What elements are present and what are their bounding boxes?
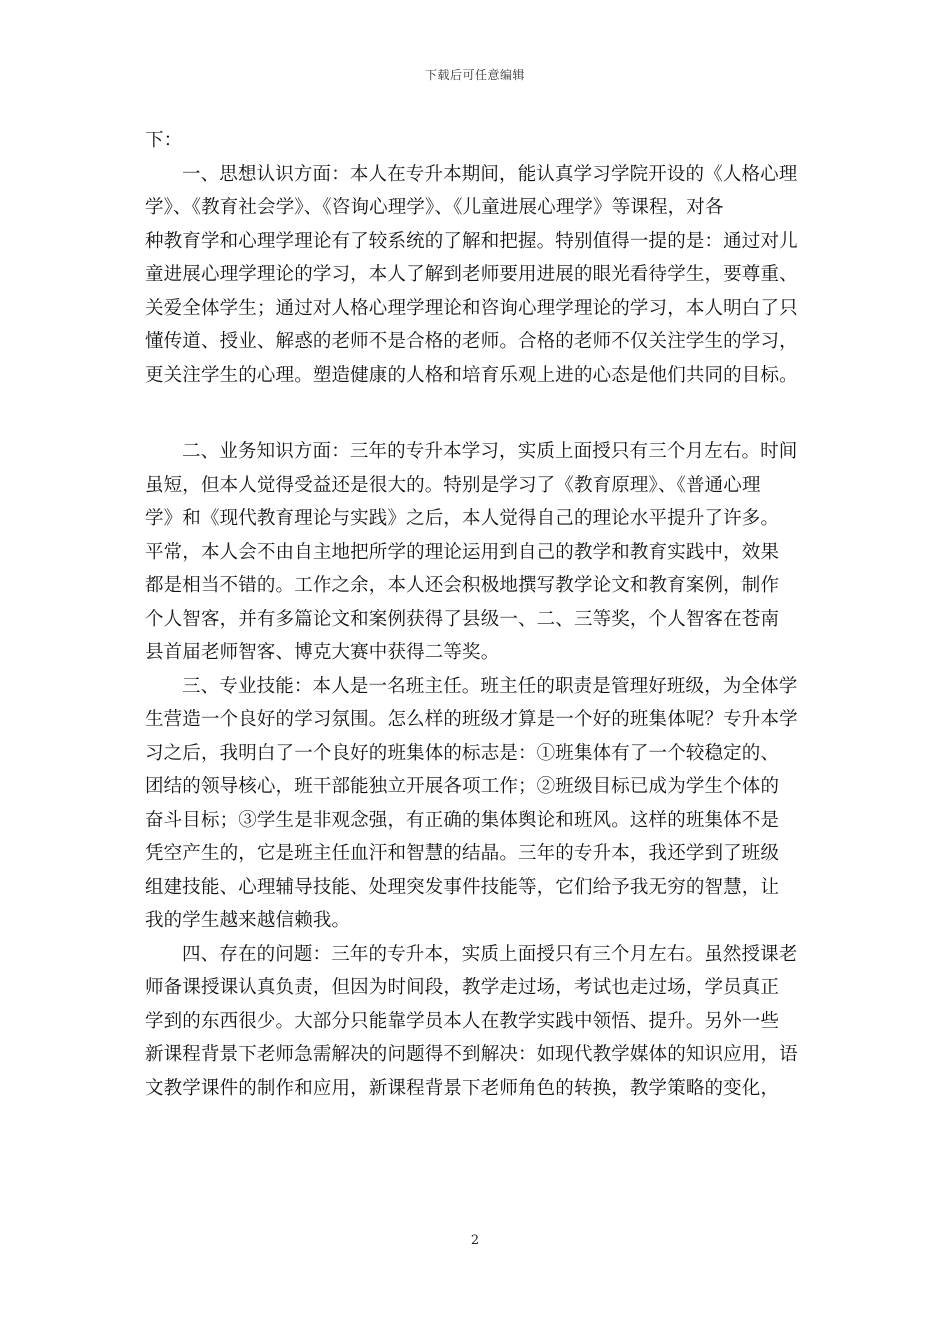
text-line: 组建技能、心理辅导技能、处理突发事件技能等，它们给予我无穷的智慧，让 xyxy=(145,876,780,898)
text-line: 学》和《现代教育理论与实践》之后，本人觉得自己的理论水平提升了许多。 xyxy=(145,508,780,529)
text-line: 县首届老师智客、博克大赛中获得二等奖。 xyxy=(145,642,500,663)
text-line: 虽短，但本人觉得受益还是很大的。特别是学习了《教育原理》、《普通心理 xyxy=(145,474,761,496)
text-line: 四、存在的问题：三年的专升本，实质上面授只有三个月左右。虽然授课老 xyxy=(182,943,798,965)
text-line: 三、专业技能：本人是一名班主任。班主任的职责是管理好班级，为全体学 xyxy=(182,675,798,697)
text-line: 下： xyxy=(145,130,183,151)
text-line: 师备课授课认真负责，但因为时间段，教学走过场，考试也走过场，学员真正 xyxy=(145,977,780,998)
text-line: 生营造一个良好的学习氛围。怎么样的班级才算是一个好的班集体呢？专升本学 xyxy=(145,709,798,730)
paragraph-knowledge xyxy=(145,435,810,670)
text-line: 童进展心理学理论的学习，本人了解到老师要用进展的眼光看待学生，要尊重、 xyxy=(145,264,798,285)
text-line: 团结的领导核心，班干部能独立开展各项工作；②班级目标已成为学生个体的 xyxy=(145,776,780,797)
page-header: 下载后可任意编辑 xyxy=(424,68,525,82)
text-line: 文教学课件的制作和应用，新课程背景下老师角色的转换，教学策略的变化， xyxy=(145,1077,780,1099)
paragraph-continuation xyxy=(145,124,810,158)
text-line: 个人智客，并有多篇论文和案例获得了县级一、二、三等奖，个人智客在苍南 xyxy=(145,608,780,630)
paragraph-problems xyxy=(145,938,810,1106)
text-line: 一、思想认识方面：本人在专升本期间，能认真学习学院开设的《人格心理 xyxy=(182,163,798,185)
text-line: 都是相当不错的。工作之余，本人还会积极地撰写教学论文和教育案例，制作 xyxy=(145,575,780,596)
document-body xyxy=(145,124,810,1105)
text-line: 关爱全体学生；通过对人格心理学理论和咨询心理学理论的学习，本人明白了只 xyxy=(145,297,798,319)
text-line: 新课程背景下老师急需解决的问题得不到解决：如现代教学媒体的知识应用，语 xyxy=(145,1044,798,1065)
paragraph-skills xyxy=(145,670,810,938)
paragraph-ideology xyxy=(145,158,810,393)
text-line: 习之后，我明白了一个良好的班集体的标志是：①班集体有了一个较稳定的、 xyxy=(145,742,780,764)
text-line: 懂传道、授业、解惑的老师不是合格的老师。合格的老师不仅关注学生的学习， xyxy=(145,331,798,352)
text-line: 奋斗目标；③学生是非观念强，有正确的集体舆论和班风。这样的班集体不是 xyxy=(145,809,780,831)
text-line: 学到的东西很少。大部分只能靠学员本人在教学实践中领悟、提升。另外一些 xyxy=(145,1010,780,1032)
text-line: 更关注学生的心理。塑造健康的人格和培育乐观上进的心态是他们共同的目标。 xyxy=(145,364,798,386)
paragraph-spacer xyxy=(145,392,810,435)
text-line: 学》、《教育社会学》、《咨询心理学》、《儿童进展心理学》等课程，对各 xyxy=(145,197,724,218)
page-number: 2 xyxy=(470,1233,480,1248)
text-line: 二、业务知识方面：三年的专升本学习，实质上面授只有三个月左右。时间 xyxy=(182,441,798,462)
text-line: 种教育学和心理学理论有了较系统的了解和把握。特别值得一提的是：通过对儿 xyxy=(145,230,798,252)
text-line: 凭空产生的，它是班主任血汗和智慧的结晶。三年的专升本，我还学到了班级 xyxy=(145,843,780,864)
text-line: 平常，本人会不由自主地把所学的理论运用到自己的教学和教育实践中，效果 xyxy=(145,541,780,563)
text-line: 我的学生越来越信赖我。 xyxy=(145,910,351,931)
